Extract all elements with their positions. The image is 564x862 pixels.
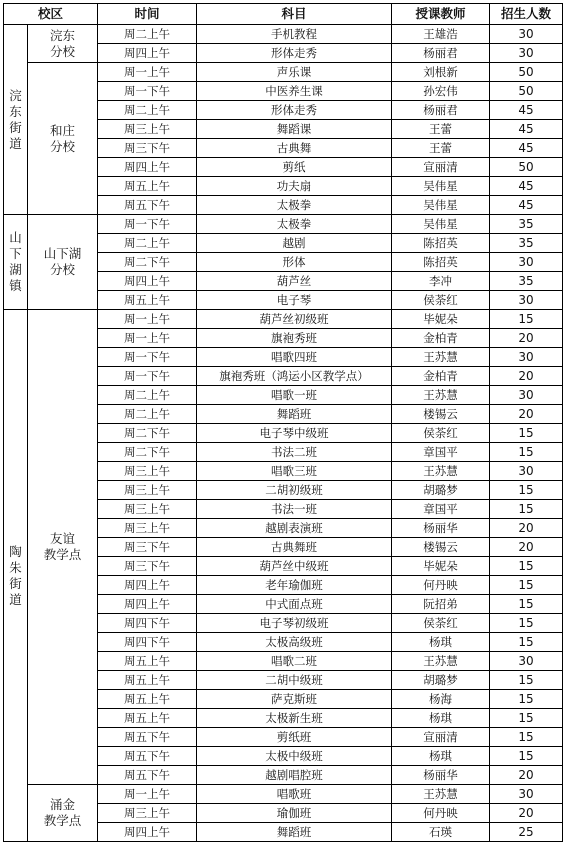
district-char: 街 (9, 575, 22, 591)
enrollment-cell: 15 (490, 310, 563, 329)
enrollment-cell: 45 (490, 120, 563, 139)
teacher-cell: 王苏慧 (392, 348, 490, 367)
time-cell: 周五上午 (98, 177, 197, 196)
subject-cell: 舞蹈班 (197, 823, 392, 842)
time-cell: 周一下午 (98, 215, 197, 234)
teacher-cell: 王蕾 (392, 120, 490, 139)
time-cell: 周二上午 (98, 101, 197, 120)
time-cell: 周四上午 (98, 823, 197, 842)
district-char: 陶 (9, 543, 22, 559)
subject-cell: 功夫扇 (197, 177, 392, 196)
school-cell (28, 215, 98, 310)
time-cell: 周四上午 (98, 44, 197, 63)
teacher-cell: 杨丽君 (392, 44, 490, 63)
time-cell: 周四上午 (98, 158, 197, 177)
subject-cell: 唱歌三班 (197, 462, 392, 481)
time-cell: 周二上午 (98, 386, 197, 405)
teacher-cell: 侯荼红 (392, 424, 490, 443)
teacher-cell: 吴伟星 (392, 177, 490, 196)
time-cell: 周一下午 (98, 367, 197, 386)
subject-cell: 太极中级班 (197, 747, 392, 766)
time-cell: 周二下午 (98, 443, 197, 462)
header-enrollment: 招生人数 (490, 4, 563, 25)
subject-cell: 老年瑜伽班 (197, 576, 392, 595)
time-cell: 周三上午 (98, 500, 197, 519)
time-cell: 周二下午 (98, 253, 197, 272)
teacher-cell: 胡璐梦 (392, 671, 490, 690)
header-time: 时间 (98, 4, 197, 25)
teacher-cell: 金柏青 (392, 329, 490, 348)
enrollment-cell: 15 (490, 443, 563, 462)
time-cell: 周三下午 (98, 538, 197, 557)
school-name-line: 分校 (49, 43, 75, 59)
teacher-cell: 章国平 (392, 500, 490, 519)
subject-cell: 唱歌四班 (197, 348, 392, 367)
school-name-line: 分校 (49, 138, 75, 154)
enrollment-cell: 15 (490, 633, 563, 652)
teacher-cell: 陈招英 (392, 253, 490, 272)
table-row (4, 25, 563, 44)
subject-cell: 古典舞班 (197, 538, 392, 557)
time-cell: 周三上午 (98, 519, 197, 538)
table-row (4, 215, 563, 234)
school-name-line: 和庄 (49, 122, 75, 138)
district-char: 朱 (9, 559, 22, 575)
enrollment-cell: 30 (490, 44, 563, 63)
time-cell: 周三上午 (98, 462, 197, 481)
table-row (4, 785, 563, 804)
subject-cell: 越剧 (197, 234, 392, 253)
enrollment-cell: 20 (490, 367, 563, 386)
subject-cell: 瑜伽班 (197, 804, 392, 823)
district-char: 街 (9, 119, 22, 135)
district-char: 下 (9, 246, 22, 261)
district-char: 山 (9, 230, 22, 245)
enrollment-cell: 15 (490, 576, 563, 595)
district-cell (4, 310, 28, 842)
subject-cell: 唱歌一班 (197, 386, 392, 405)
teacher-cell: 吴伟星 (392, 215, 490, 234)
header-row (4, 4, 563, 25)
enrollment-cell: 20 (490, 538, 563, 557)
district-char: 浣 (9, 87, 22, 103)
enrollment-cell: 30 (490, 652, 563, 671)
time-cell: 周三下午 (98, 139, 197, 158)
subject-cell: 古典舞 (197, 139, 392, 158)
time-cell: 周五上午 (98, 690, 197, 709)
time-cell: 周四上午 (98, 595, 197, 614)
enrollment-cell: 15 (490, 557, 563, 576)
teacher-cell: 王蕾 (392, 139, 490, 158)
enrollment-cell: 25 (490, 823, 563, 842)
school-name-line: 友谊 (49, 531, 75, 546)
subject-cell: 书法一班 (197, 500, 392, 519)
teacher-cell: 王苏慧 (392, 652, 490, 671)
time-cell: 周二上午 (98, 405, 197, 424)
subject-cell: 书法二班 (197, 443, 392, 462)
enrollment-cell: 15 (490, 690, 563, 709)
header-teacher: 授课教师 (392, 4, 490, 25)
teacher-cell: 王雄浩 (392, 25, 490, 44)
subject-cell: 葫芦丝中级班 (197, 557, 392, 576)
subject-cell: 形体 (197, 253, 392, 272)
enrollment-cell: 50 (490, 63, 563, 82)
time-cell: 周四下午 (98, 614, 197, 633)
district-char: 道 (9, 135, 22, 151)
enrollment-cell: 30 (490, 25, 563, 44)
teacher-cell: 陈招英 (392, 234, 490, 253)
teacher-cell: 侯荼红 (392, 291, 490, 310)
subject-cell: 二胡初级班 (197, 481, 392, 500)
time-cell: 周三上午 (98, 120, 197, 139)
time-cell: 周二下午 (98, 424, 197, 443)
district-cell (4, 215, 28, 310)
enrollment-cell: 15 (490, 424, 563, 443)
enrollment-cell: 30 (490, 785, 563, 804)
subject-cell: 萨克斯班 (197, 690, 392, 709)
teacher-cell: 章国平 (392, 443, 490, 462)
subject-cell: 越剧表演班 (197, 519, 392, 538)
school-name-line: 教学点 (43, 547, 82, 562)
enrollment-cell: 45 (490, 101, 563, 120)
district-char: 镇 (9, 278, 22, 293)
time-cell: 周五下午 (98, 766, 197, 785)
enrollment-cell: 15 (490, 728, 563, 747)
teacher-cell: 王苏慧 (392, 462, 490, 481)
subject-cell: 旗袍秀班（鸿运小区教学点） (197, 367, 392, 386)
district-char: 东 (9, 103, 22, 119)
enrollment-cell: 15 (490, 595, 563, 614)
school-cell (28, 63, 98, 215)
teacher-cell: 杨丽华 (392, 766, 490, 785)
teacher-cell: 金柏青 (392, 367, 490, 386)
teacher-cell: 杨琪 (392, 747, 490, 766)
time-cell: 周一上午 (98, 785, 197, 804)
time-cell: 周一上午 (98, 310, 197, 329)
subject-cell: 电子琴 (197, 291, 392, 310)
enrollment-cell: 15 (490, 671, 563, 690)
enrollment-cell: 20 (490, 804, 563, 823)
teacher-cell: 杨海 (392, 690, 490, 709)
subject-cell: 中医养生课 (197, 82, 392, 101)
subject-cell: 葫芦丝初级班 (197, 310, 392, 329)
subject-cell: 越剧唱腔班 (197, 766, 392, 785)
teacher-cell: 阮招弟 (392, 595, 490, 614)
teacher-cell: 杨丽华 (392, 519, 490, 538)
time-cell: 周三下午 (98, 557, 197, 576)
subject-cell: 手机教程 (197, 25, 392, 44)
time-cell: 周一下午 (98, 82, 197, 101)
teacher-cell: 吴伟星 (392, 196, 490, 215)
enrollment-cell: 20 (490, 766, 563, 785)
time-cell: 周三上午 (98, 481, 197, 500)
subject-cell: 电子琴初级班 (197, 614, 392, 633)
teacher-cell: 毕妮朵 (392, 557, 490, 576)
enrollment-cell: 15 (490, 614, 563, 633)
time-cell: 周五上午 (98, 709, 197, 728)
subject-cell: 舞蹈课 (197, 120, 392, 139)
time-cell: 周五上午 (98, 291, 197, 310)
subject-cell: 太极新生班 (197, 709, 392, 728)
enrollment-cell: 45 (490, 196, 563, 215)
subject-cell: 舞蹈班 (197, 405, 392, 424)
enrollment-cell: 15 (490, 747, 563, 766)
enrollment-cell: 30 (490, 291, 563, 310)
enrollment-cell: 45 (490, 139, 563, 158)
class-schedule-table (3, 3, 563, 842)
subject-cell: 剪纸 (197, 158, 392, 177)
teacher-cell: 王苏慧 (392, 785, 490, 804)
teacher-cell: 毕妮朵 (392, 310, 490, 329)
school-name-line: 分校 (49, 262, 75, 277)
time-cell: 周四上午 (98, 272, 197, 291)
subject-cell: 太极拳 (197, 196, 392, 215)
teacher-cell: 何丹映 (392, 804, 490, 823)
time-cell: 周五下午 (98, 747, 197, 766)
enrollment-cell: 50 (490, 82, 563, 101)
enrollment-cell: 30 (490, 253, 563, 272)
time-cell: 周五下午 (98, 728, 197, 747)
teacher-cell: 胡璐梦 (392, 481, 490, 500)
teacher-cell: 宣丽清 (392, 728, 490, 747)
header-campus: 校区 (4, 4, 98, 25)
enrollment-cell: 35 (490, 234, 563, 253)
enrollment-cell: 15 (490, 500, 563, 519)
header-subject: 科目 (197, 4, 392, 25)
teacher-cell: 侯荼红 (392, 614, 490, 633)
table-row (4, 310, 563, 329)
enrollment-cell: 15 (490, 481, 563, 500)
time-cell: 周五上午 (98, 652, 197, 671)
time-cell: 周一上午 (98, 329, 197, 348)
subject-cell: 太极拳 (197, 215, 392, 234)
subject-cell: 中式面点班 (197, 595, 392, 614)
subject-cell: 葫芦丝 (197, 272, 392, 291)
district-cell (4, 25, 28, 215)
subject-cell: 形体走秀 (197, 44, 392, 63)
teacher-cell: 刘根新 (392, 63, 490, 82)
subject-cell: 声乐课 (197, 63, 392, 82)
teacher-cell: 宣丽清 (392, 158, 490, 177)
time-cell: 周五下午 (98, 196, 197, 215)
enrollment-cell: 30 (490, 386, 563, 405)
subject-cell: 旗袍秀班 (197, 329, 392, 348)
teacher-cell: 杨琪 (392, 633, 490, 652)
teacher-cell: 何丹映 (392, 576, 490, 595)
subject-cell: 形体走秀 (197, 101, 392, 120)
school-name-line: 涌金 (49, 797, 75, 812)
teacher-cell: 王苏慧 (392, 386, 490, 405)
time-cell: 周三上午 (98, 804, 197, 823)
enrollment-cell: 35 (490, 272, 563, 291)
teacher-cell: 孙宏伟 (392, 82, 490, 101)
subject-cell: 太极高级班 (197, 633, 392, 652)
time-cell: 周二上午 (98, 25, 197, 44)
district-char: 道 (9, 591, 22, 607)
time-cell: 周二上午 (98, 234, 197, 253)
school-cell (28, 785, 98, 842)
subject-cell: 剪纸班 (197, 728, 392, 747)
enrollment-cell: 20 (490, 405, 563, 424)
time-cell: 周四下午 (98, 633, 197, 652)
table-body (4, 4, 563, 842)
teacher-cell: 李冲 (392, 272, 490, 291)
enrollment-cell: 30 (490, 462, 563, 481)
enrollment-cell: 20 (490, 519, 563, 538)
enrollment-cell: 35 (490, 215, 563, 234)
school-name-line: 浣东 (49, 27, 75, 43)
school-cell (28, 25, 98, 63)
enrollment-cell: 15 (490, 709, 563, 728)
subject-cell: 唱歌二班 (197, 652, 392, 671)
table-row (4, 63, 563, 82)
teacher-cell: 楼锡云 (392, 538, 490, 557)
time-cell: 周一下午 (98, 348, 197, 367)
teacher-cell: 石瑛 (392, 823, 490, 842)
time-cell: 周一上午 (98, 63, 197, 82)
enrollment-cell: 50 (490, 158, 563, 177)
subject-cell: 电子琴中级班 (197, 424, 392, 443)
time-cell: 周四上午 (98, 576, 197, 595)
district-char: 湖 (9, 262, 22, 277)
teacher-cell: 杨琪 (392, 709, 490, 728)
enrollment-cell: 30 (490, 348, 563, 367)
school-name-line: 山下湖 (43, 246, 82, 261)
subject-cell: 唱歌班 (197, 785, 392, 804)
enrollment-cell: 45 (490, 177, 563, 196)
subject-cell: 二胡中级班 (197, 671, 392, 690)
school-cell (28, 310, 98, 785)
school-name-line: 教学点 (43, 813, 82, 828)
time-cell: 周五上午 (98, 671, 197, 690)
teacher-cell: 杨丽君 (392, 101, 490, 120)
enrollment-cell: 20 (490, 329, 563, 348)
teacher-cell: 楼锡云 (392, 405, 490, 424)
